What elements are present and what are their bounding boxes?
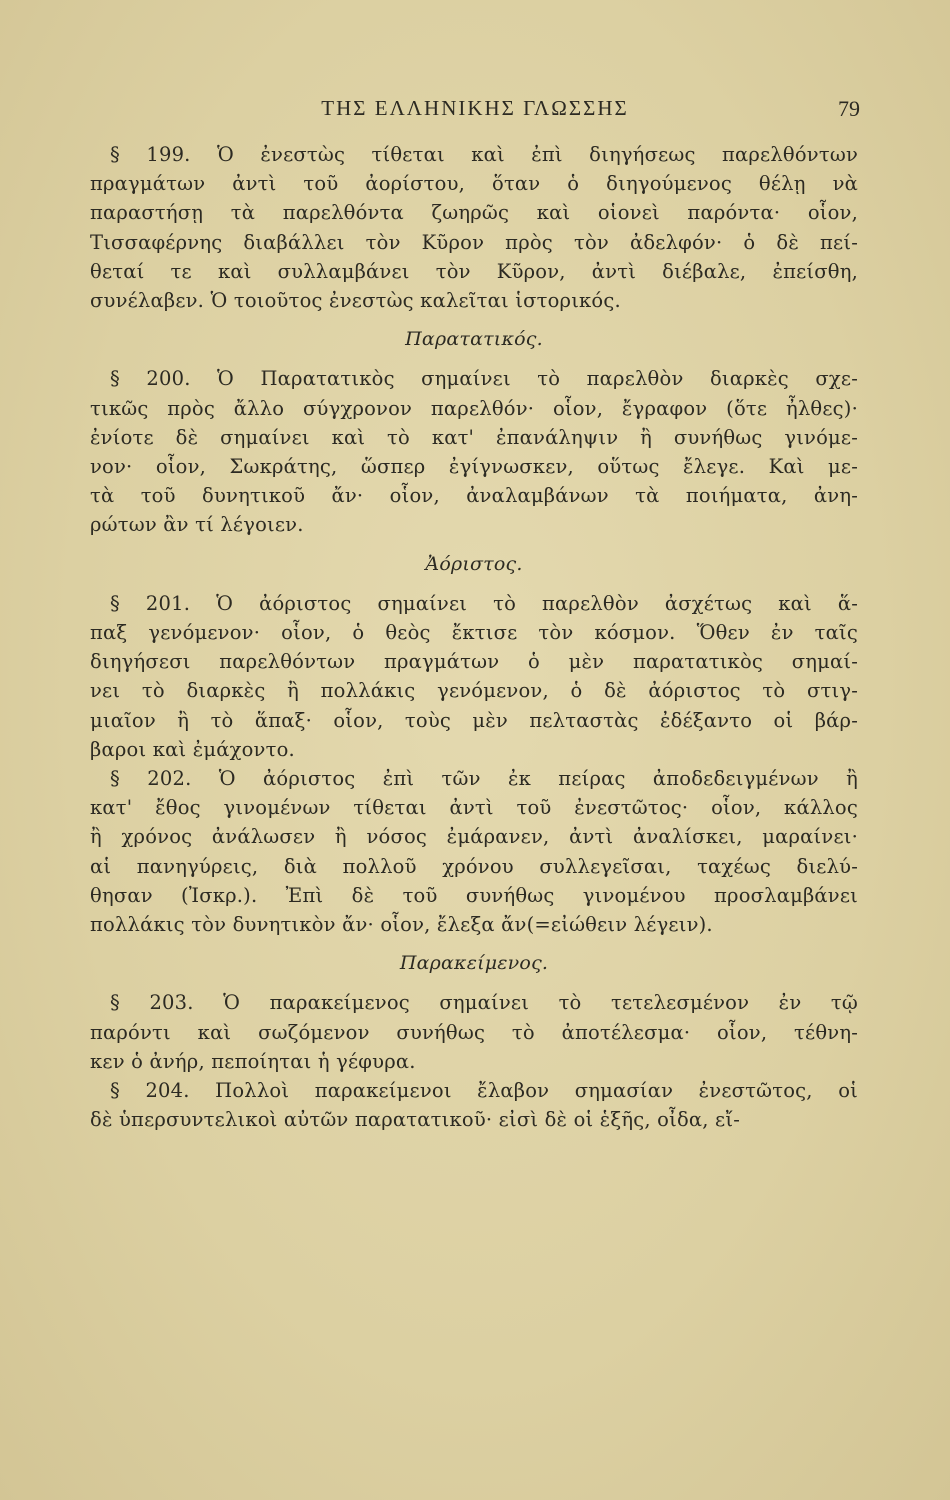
text-line: § 204. Πολλοὶ παρακείμενοι ἔλαβον σημασίαν ἐνεστῶτος, οἱ bbox=[110, 1079, 858, 1103]
text-line: παρόντι καὶ σωζόμενον συνήθως τὸ ἀποτέλεσμα· οἷον, τέθνη- bbox=[90, 1020, 858, 1044]
text-line: πολλάκις τὸν δυνητικὸν ἄν· οἷον, ἔλεξα ἄν(=εἰώθειν λέγειν). bbox=[90, 913, 713, 937]
text-line: τὰ τοῦ δυνητικοῦ ἄν· οἷον, ἀναλαμβάνων τὰ ποιήματα, ἀνη- bbox=[90, 484, 858, 508]
paragraph bbox=[90, 1076, 858, 1134]
text-line: ἢ χρόνος ἀνάλωσεν ἢ νόσος ἐμάρανεν, ἀντὶ ἀναλίσκει, μαραίνει· bbox=[90, 825, 858, 849]
text-line: κεν ὁ ἀνήρ, πεποίηται ἡ γέφυρα. bbox=[90, 1049, 416, 1073]
text-line: νον· οἷον, Σωκράτης, ὥσπερ ἐγίγνωσκεν, οὕτως ἔλεγε. Καὶ με- bbox=[90, 455, 858, 479]
text-line: Τισσαφέρνης διαβάλλει τὸν Κῦρον πρὸς τὸν ἀδελφόν· ὁ δὲ πεί- bbox=[90, 230, 858, 254]
text-line: κατ' ἔθος γινομένων τίθεται ἀντὶ τοῦ ἐνεστῶτος· οἷον, κάλλος bbox=[90, 796, 858, 820]
running-title: ΤΗΣ ΕΛΛΗΝΙΚΗΣ ΓΛΩΣΣΗΣ bbox=[321, 96, 629, 120]
text-line: δὲ ὑπερσυντελικοὶ αὐτῶν παρατατικοῦ· εἰσὶ δὲ οἱ ἑξῆς, οἶδα, εἴ- bbox=[90, 1108, 740, 1132]
page-number: 79 bbox=[838, 96, 860, 121]
text-line: § 203. Ὁ παρακείμενος σημαίνει τὸ τετελεσμένον ἐν τῷ bbox=[110, 991, 858, 1015]
page-body bbox=[90, 140, 858, 1135]
text-line: πραγμάτων ἀντὶ τοῦ ἀορίστου, ὅταν ὁ διηγούμενος θέλῃ νὰ bbox=[90, 172, 858, 196]
text-line: νει τὸ διαρκὲς ἢ πολλάκις γενόμενον, ὁ δὲ ἀόριστος τὸ στιγ- bbox=[90, 679, 858, 703]
text-line: § 199. Ὁ ἐνεστὼς τίθεται καὶ ἐπὶ διηγήσεως παρελθόντων bbox=[110, 143, 858, 166]
page-header bbox=[90, 96, 860, 136]
paragraph bbox=[90, 589, 858, 764]
text-line: παξ γενόμενον· οἷον, ὁ θεὸς ἔκτισε τὸν κόσμον. Ὅθεν ἐν ταῖς bbox=[90, 621, 858, 645]
text-line: μιαῖον ἢ τὸ ἅπαξ· οἷον, τοὺς μὲν πελταστὰς ἐδέξαντο οἱ βάρ- bbox=[90, 708, 858, 732]
paragraph bbox=[90, 764, 858, 939]
text-line: αἱ πανηγύρεις, διὰ πολλοῦ χρόνου συλλεγεῖσαι, ταχέως διελύ- bbox=[90, 854, 858, 878]
text-line: ρώτων ἂν τί λέγοιεν. bbox=[90, 513, 304, 537]
text-line: παραστήσῃ τὰ παρελθόντα ζωηρῶς καὶ οἱονεὶ παρόντα· οἷον, bbox=[90, 201, 858, 225]
text-line: § 201. Ὁ ἀόριστος σημαίνει τὸ παρελθὸν ἀσχέτως καὶ ἅ- bbox=[110, 591, 858, 615]
text-line: συνέλαβεν. Ὁ τοιοῦτος ἐνεστὼς καλεῖται ἱστορικός. bbox=[90, 289, 621, 313]
section-heading: Ἀόριστος. bbox=[425, 552, 523, 575]
text-line: διηγήσεσι παρελθόντων πραγμάτων ὁ μὲν παρατατικὸς σημαί- bbox=[90, 650, 858, 674]
text-line: § 200. Ὁ Παρατατικὸς σημαίνει τὸ παρελθὸν διαρκὲς σχε- bbox=[110, 367, 858, 391]
paragraph bbox=[90, 988, 858, 1076]
paragraph bbox=[90, 140, 858, 315]
text-line: βαροι καὶ ἐμάχοντο. bbox=[90, 737, 295, 761]
text-line: τικῶς πρὸς ἄλλο σύγχρονον παρελθόν· οἷον, ἔγραφον (ὅτε ἦλθες)· bbox=[90, 396, 858, 420]
text-line: § 202. Ὁ ἀόριστος ἐπὶ τῶν ἐκ πείρας ἀποδεδειγμένων ἢ bbox=[110, 767, 858, 791]
text-line: θησαν (Ἰσκρ.). Ἐπὶ δὲ τοῦ συνήθως γινομένου προσλαμβάνει bbox=[90, 883, 858, 907]
section-heading: Παρατατικός. bbox=[405, 328, 543, 351]
text-line: θεταί τε καὶ συλλαμβάνει τὸν Κῦρον, ἀντὶ διέβαλε, ἐπείσθη, bbox=[90, 259, 858, 283]
text-line: ἐνίοτε δὲ σημαίνει καὶ τὸ κατ' ἐπανάληψιν ἢ συνήθως γινόμε- bbox=[90, 425, 858, 449]
section-heading: Παρακείμενος. bbox=[399, 952, 549, 975]
paragraph bbox=[90, 364, 858, 539]
